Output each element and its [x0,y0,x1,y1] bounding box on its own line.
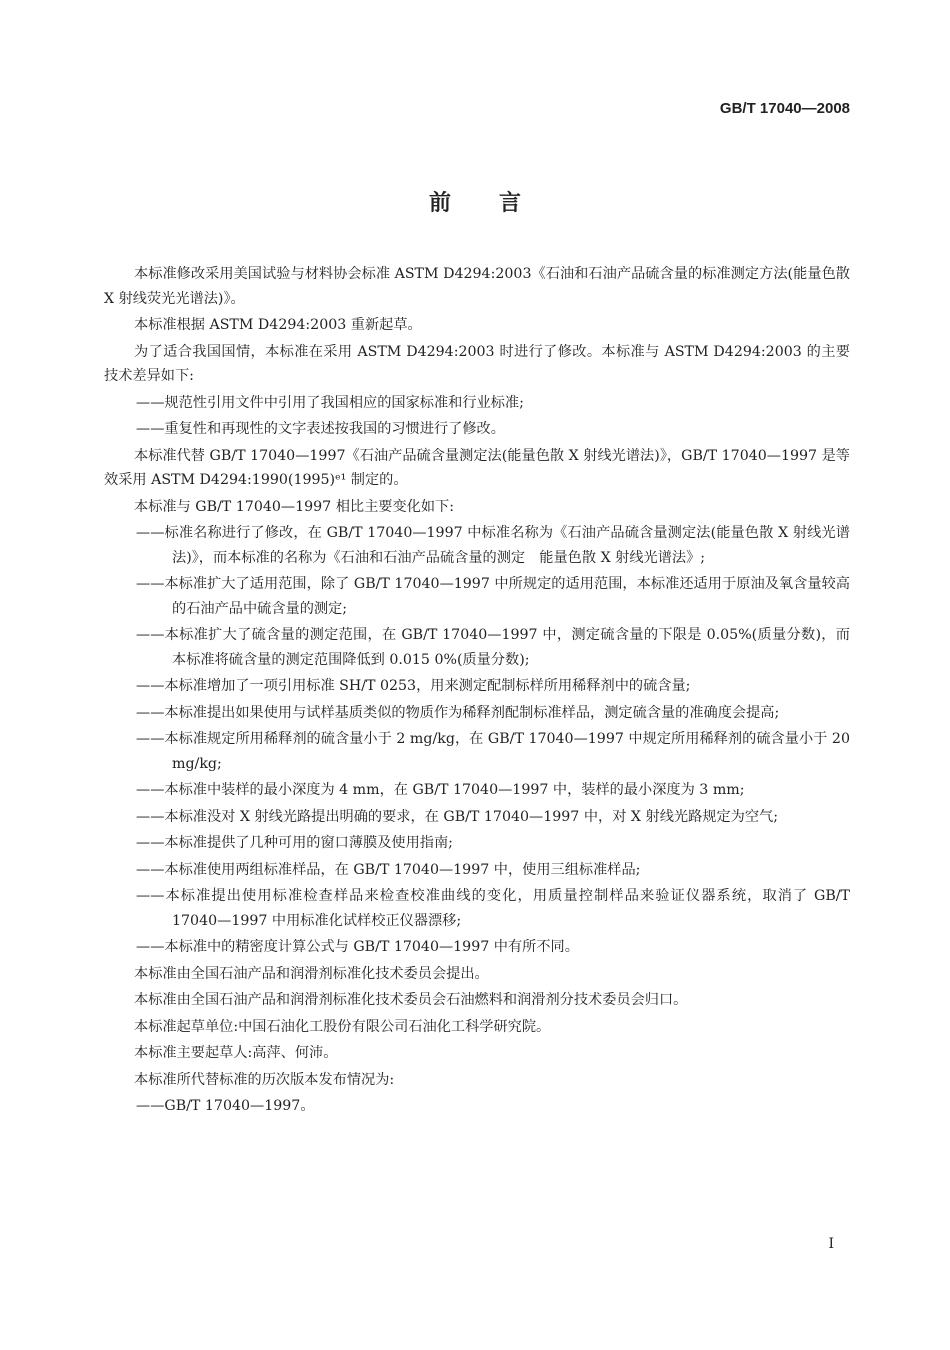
list-item: ——本标准提供了几种可用的窗口薄膜及使用指南; [136,835,453,851]
body-paragraph: 本标准主要起草人:高萍、何沛。 [134,1045,338,1061]
list-item: ——标准名称进行了修改，在 GB/T 17040—1997 中标准名称为《石油产品硫含量测定法(能量色散 X 射线光谱法)》，而本标准的名称为《石油和石油产品硫含量的测定 能量色散 X 射线光谱法》; [136,525,850,566]
body-paragraph: 本标准由全国石油产品和润滑剂标准化技术委员会提出。 [134,965,489,982]
body-paragraph: 本标准修改采用美国试验与材料协会标准 ASTM D4294:2003《石油和石油产品硫含量的标准测定方法(能量色散 X 射线荧光光谱法)》。 [104,266,850,307]
list-item: ——本标准扩大了硫含量的测定范围，在 GB/T 17040—1997 中，测定硫含量的下限是 0.05%(质量分数)，而本标准将硫含量的测定范围降低到 0.015 0%(质量分数); [136,627,850,668]
page-number: I [828,1236,834,1252]
body-paragraph: 本标准根据 ASTM D4294:2003 重新起草。 [134,317,422,333]
page-title: 前言 [428,191,569,216]
standard-number: GB/T 17040—2008 [719,100,850,117]
body-paragraph: 本标准所代替标准的历次版本发布情况为: [134,1071,395,1088]
body-paragraph: 为了适合我国国情，本标准在采用 ASTM D4294:2003 时进行了修改。本标准与 ASTM D4294:2003 的主要技术差异如下: [104,343,850,384]
list-item: ——规范性引用文件中引用了我国相应的国家标准和行业标准; [136,394,524,411]
body-paragraph: 本标准代替 GB/T 17040—1997《石油产品硫含量测定法(能量色散 X 射线光谱法)》，GB/T 17040—1997 是等效采用 ASTM D4294:1990(1995)ᵉ¹ 制定的。 [104,447,850,488]
list-item: ——本标准使用两组标准样品，在 GB/T 17040—1997 中，使用三组标准样品; [136,861,641,878]
list-item: ——本标准提出使用标准检查样品来检查校准曲线的变化，用质量控制样品来验证仪器系统，取消了 GB/T 17040—1997 中用标准化试样校正仪器漂移; [136,888,850,929]
list-item: ——本标准扩大了适用范围，除了 GB/T 17040—1997 中所规定的适用范围，本标准还适用于原油及氧含量较高的石油产品中硫含量的测定; [136,576,850,617]
list-item: ——重复性和再现性的文字表述按我国的习惯进行了修改。 [136,421,505,437]
body-paragraph: 本标准起草单位:中国石油化工股份有限公司石油化工科学研究院。 [134,1018,551,1035]
body-paragraph: 本标准与 GB/T 17040—1997 相比主要变化如下: [134,498,454,515]
list-item: ——本标准中的精密度计算公式与 GB/T 17040—1997 中有所不同。 [136,939,579,955]
list-item: ——本标准提出如果使用与试样基质类似的物质作为稀释剂配制标准样品，测定硫含量的准确度会提高; [136,704,780,721]
document-body [104,262,850,1121]
body-paragraph: 本标准由全国石油产品和润滑剂标准化技术委员会石油燃料和润滑剂分技术委员会归口。 [134,992,688,1008]
list-item: ——GB/T 17040—1997。 [136,1098,315,1114]
list-item: ——本标准增加了一项引用标准 SH/T 0253，用来测定配制标样所用稀释剂中的硫含量; [136,678,691,694]
list-item: ——本标准没对 X 射线光路提出明确的要求，在 GB/T 17040—1997 中，对 X 射线光路规定为空气; [136,808,778,825]
list-item: ——本标准规定所用稀释剂的硫含量小于 2 mg/kg，在 GB/T 17040—1997 中规定所用稀释剂的硫含量小于 20 mg/kg; [136,731,850,772]
list-item: ——本标准中装样的最小深度为 4 mm，在 GB/T 17040—1997 中，装样的最小深度为 3 mm; [136,782,745,798]
